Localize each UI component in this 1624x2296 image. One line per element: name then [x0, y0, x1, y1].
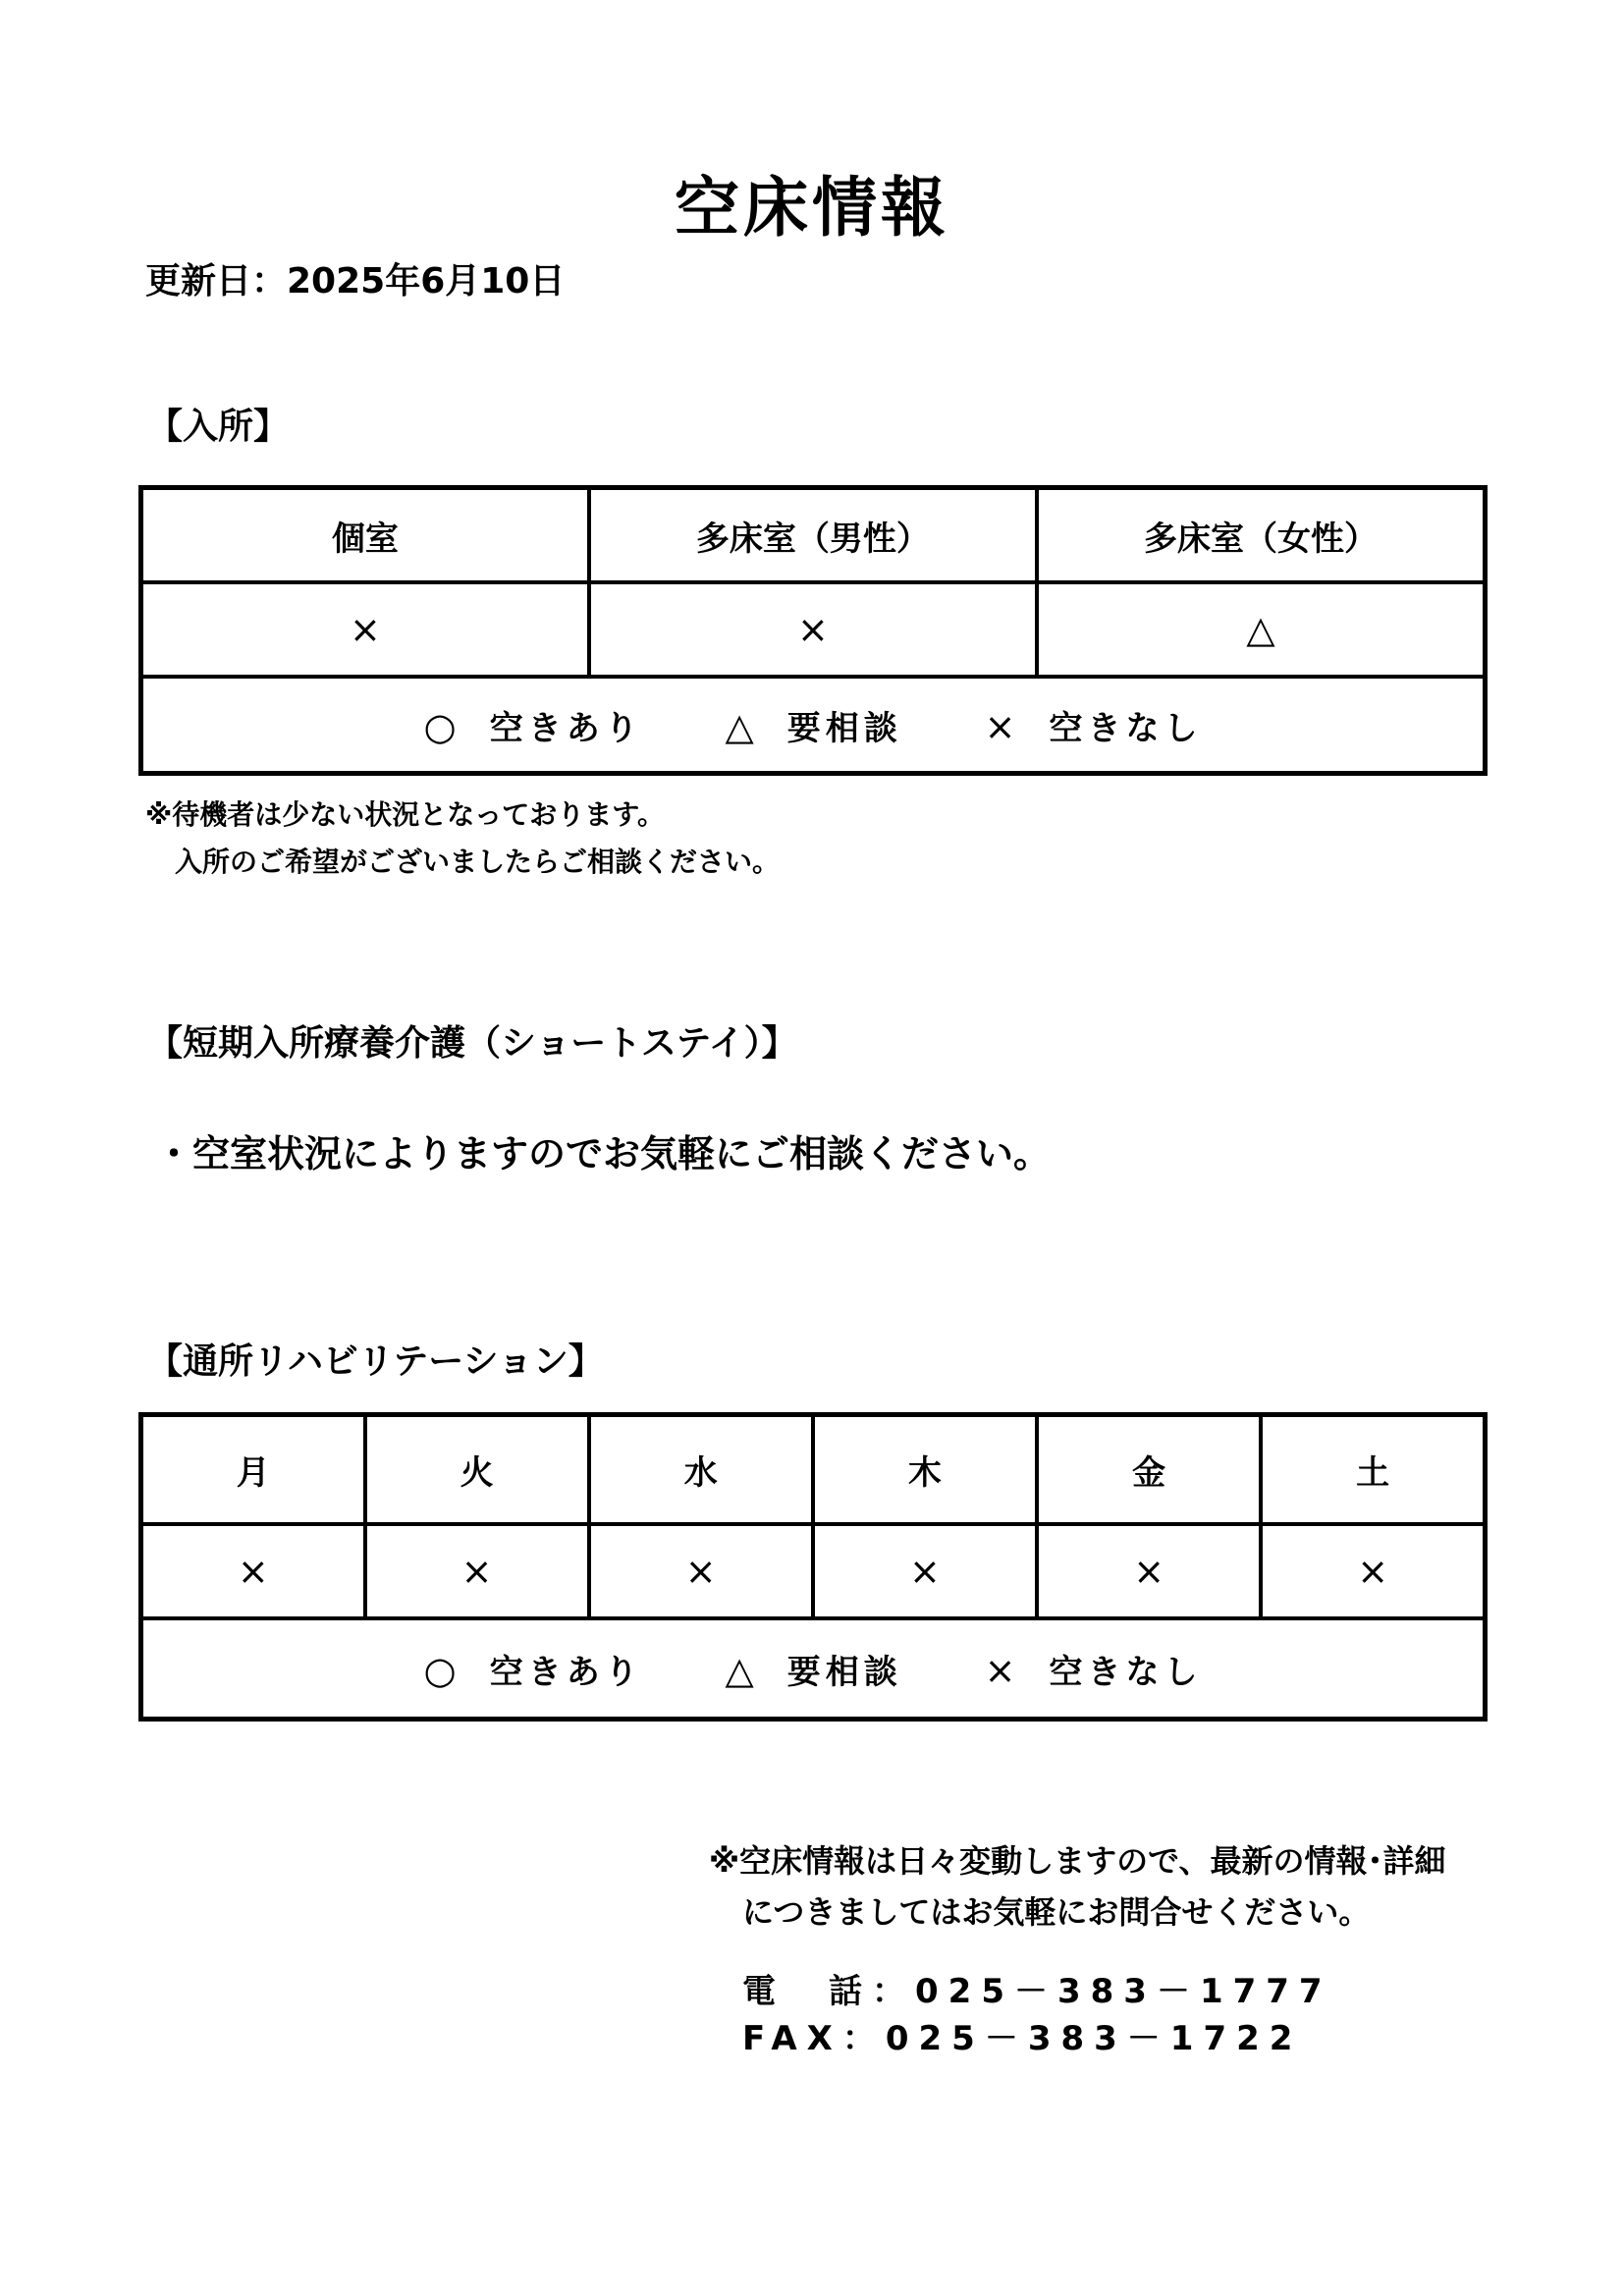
day-rehab-col-thursday: 木	[813, 1415, 1037, 1525]
admission-heading: 【入所】	[147, 407, 290, 447]
admission-table	[138, 485, 1488, 776]
update-date: 更新日：2025年6月10日	[145, 261, 566, 301]
day-rehab-col-wednesday: 水	[589, 1415, 813, 1525]
legend-item-full	[985, 1645, 1203, 1693]
admission-legend-row	[141, 677, 1486, 774]
legend-mark-full: ×	[984, 1648, 1016, 1692]
short-stay-heading: 【短期入所療養介護（ショートステイ）】	[147, 1023, 797, 1064]
legend-label-full: 空きなし	[1049, 1652, 1203, 1692]
legend-mark-available: ○	[423, 1648, 457, 1692]
legend-label-full: 空きなし	[1049, 708, 1203, 748]
phone-number: 電 話：025－383－1777	[742, 1972, 1332, 2011]
legend-item-available	[424, 701, 643, 749]
day-rehab-status-monday: ×	[141, 1524, 365, 1618]
day-rehab-col-friday: 金	[1037, 1415, 1261, 1525]
day-rehab-col-monday: 月	[141, 1415, 365, 1525]
admission-note-line2: 入所のご希望がございましたらご相談ください。	[175, 846, 781, 878]
footer-note-line2: につきましてはお気軽にお問合せください。	[742, 1893, 1371, 1931]
admission-col-private-room: 個室	[141, 488, 589, 583]
day-rehab-legend	[141, 1618, 1486, 1720]
legend-label-consult: 要相談	[786, 1652, 902, 1692]
legend-label-available: 空きあり	[489, 708, 643, 748]
legend-item-consult	[726, 701, 902, 749]
day-rehab-status-friday: ×	[1037, 1524, 1261, 1618]
admission-status-shared-room-female: △	[1037, 582, 1485, 677]
day-rehab-col-tuesday: 火	[365, 1415, 589, 1525]
admission-col-shared-room-female: 多床室（女性）	[1037, 488, 1485, 583]
admission-legend	[141, 677, 1486, 774]
day-rehab-heading: 【通所リハビリテーション】	[147, 1341, 604, 1382]
day-rehab-status-thursday: ×	[813, 1524, 1037, 1618]
fax-number: FAX：025－383－1722	[742, 2019, 1303, 2058]
day-rehab-status-wednesday: ×	[589, 1524, 813, 1618]
legend-mark-consult: △	[725, 1648, 754, 1692]
legend-mark-consult: △	[725, 704, 754, 748]
day-rehab-legend-row	[141, 1618, 1486, 1720]
legend-item-full	[985, 701, 1203, 749]
footer-note-line1: ※空床情報は日々変動しますので、最新の情報･詳細	[709, 1842, 1446, 1880]
admission-col-shared-room-male: 多床室（男性）	[589, 488, 1037, 583]
day-rehab-status-row	[141, 1524, 1486, 1618]
day-rehab-col-saturday: 土	[1261, 1415, 1485, 1525]
day-rehab-status-tuesday: ×	[365, 1524, 589, 1618]
page-title: 空床情報	[675, 170, 949, 246]
admission-header-row	[141, 488, 1486, 583]
day-rehab-header-row	[141, 1415, 1486, 1525]
legend-mark-available: ○	[423, 704, 457, 748]
day-rehab-table	[138, 1412, 1488, 1722]
legend-mark-full: ×	[984, 704, 1016, 748]
admission-status-private-room: ×	[141, 582, 589, 677]
day-rehab-status-saturday: ×	[1261, 1524, 1485, 1618]
admission-status-row	[141, 582, 1486, 677]
short-stay-note: ・空室状況によりますのでお気軽にご相談ください。	[155, 1132, 1052, 1175]
admission-note-line1: ※待機者は少ない状況となっております。	[145, 798, 665, 831]
legend-label-consult: 要相談	[786, 708, 902, 748]
admission-status-shared-room-male: ×	[589, 582, 1037, 677]
legend-label-available: 空きあり	[489, 1652, 643, 1692]
legend-item-consult	[726, 1645, 902, 1693]
legend-item-available	[424, 1645, 643, 1693]
